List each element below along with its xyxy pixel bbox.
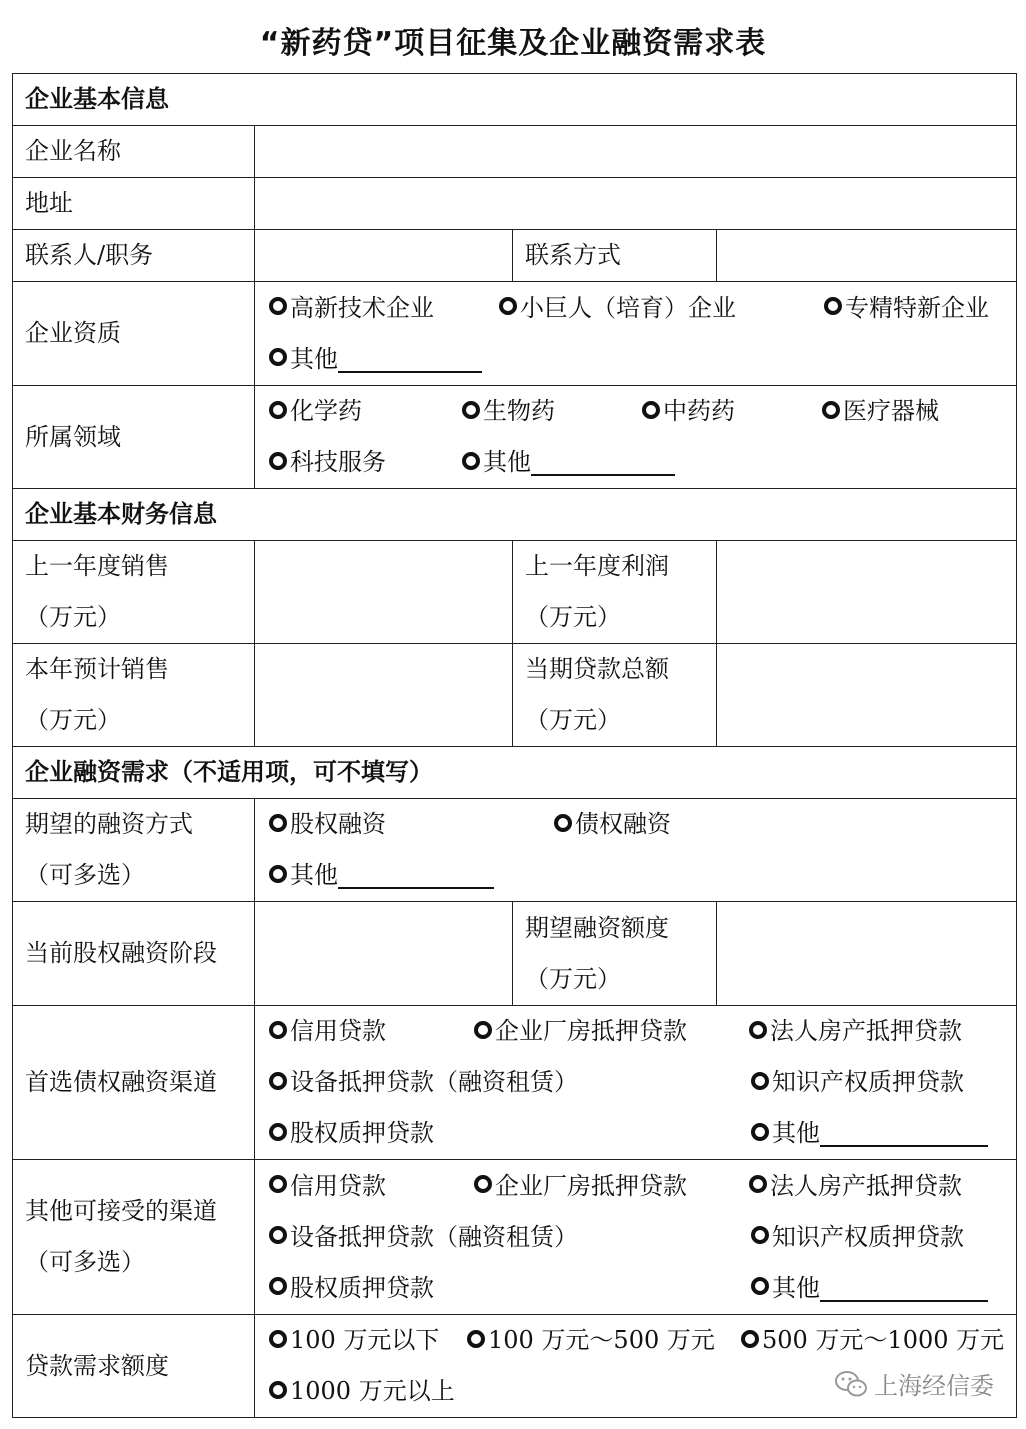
radio-icon [467, 1330, 485, 1348]
radio-icon [499, 297, 517, 315]
watermark-text: 上海经信委 [874, 1372, 994, 1400]
option-pref-plant[interactable]: 企业厂房抵押贷款 [474, 1006, 749, 1057]
label-financing-method: 期望的融资方式 （可多选） [13, 799, 255, 902]
qualification-options [255, 282, 1017, 386]
option-pref-other[interactable]: 其他 [751, 1108, 988, 1159]
label-last-year-sales: 上一年度销售 （万元） [13, 541, 255, 644]
checkbox-icon [269, 1277, 287, 1295]
field-options [255, 386, 1017, 489]
option-amount-over-1000[interactable]: 1000 万元以上 [269, 1366, 455, 1417]
radio-icon [269, 1330, 287, 1348]
radio-icon [474, 1021, 492, 1039]
option-qual-specialized[interactable]: 专精特新企业 [824, 283, 989, 334]
radio-icon [462, 401, 480, 419]
financing-form-table [12, 73, 1017, 1418]
field-other-blank[interactable] [531, 448, 675, 476]
radio-icon [269, 452, 287, 470]
qual-other-blank[interactable] [338, 345, 482, 373]
page-title: “新药贷”项目征集及企业融资需求表 [259, 26, 767, 61]
option-method-other[interactable]: 其他 [269, 850, 494, 901]
other-other-blank[interactable] [820, 1274, 988, 1302]
label-preferred-channel: 首选债权融资渠道 [13, 1006, 255, 1160]
radio-icon [751, 1072, 769, 1090]
label-other-channel: 其他可接受的渠道 （可多选） [13, 1160, 255, 1315]
option-other-credit[interactable]: 信用贷款 [269, 1161, 474, 1212]
option-other-other[interactable]: 其他 [751, 1263, 988, 1314]
checkbox-icon [751, 1226, 769, 1244]
method-other-blank[interactable] [338, 861, 494, 889]
option-other-ip[interactable]: 知识产权质押贷款 [751, 1212, 964, 1263]
label-estimated-sales: 本年预计销售 （万元） [13, 644, 255, 747]
section-financing-demand: 企业融资需求（不适用项，可不填写） [13, 747, 1017, 799]
address-field[interactable] [255, 178, 1017, 230]
other-channel-options [255, 1160, 1017, 1315]
label-financing-amount: 期望融资额度 （万元） [513, 902, 717, 1006]
wechat-icon [834, 1369, 868, 1399]
estimated-sales-field[interactable] [255, 644, 513, 747]
option-amount-under-100[interactable]: 100 万元以下 [269, 1315, 467, 1366]
option-pref-ip[interactable]: 知识产权质押贷款 [751, 1057, 964, 1108]
contact-method-field[interactable] [717, 230, 1017, 282]
label-loan-amount: 贷款需求额度 [13, 1315, 255, 1418]
preferred-channel-options [255, 1006, 1017, 1160]
checkbox-icon [474, 1175, 492, 1193]
checkbox-icon [749, 1175, 767, 1193]
option-pref-property[interactable]: 法人房产抵押贷款 [749, 1006, 962, 1057]
option-pref-credit[interactable]: 信用贷款 [269, 1006, 474, 1057]
equity-stage-field[interactable] [255, 902, 513, 1006]
label-equity-stage: 当前股权融资阶段 [13, 902, 255, 1006]
total-loans-field[interactable] [717, 644, 1017, 747]
radio-icon [269, 1072, 287, 1090]
option-amount-100-500[interactable]: 100 万元～500 万元 [467, 1315, 741, 1366]
radio-icon [269, 1123, 287, 1141]
pref-other-blank[interactable] [820, 1119, 988, 1147]
company-name-field[interactable] [255, 126, 1017, 178]
option-pref-equipment[interactable]: 设备抵押贷款（融资租赁） [269, 1057, 751, 1108]
option-field-device[interactable]: 医疗器械 [822, 386, 939, 437]
option-other-property[interactable]: 法人房产抵押贷款 [749, 1161, 962, 1212]
option-qual-hightech[interactable]: 高新技术企业 [269, 283, 499, 334]
label-contact-method: 联系方式 [513, 230, 717, 282]
contact-person-field[interactable] [255, 230, 513, 282]
section-basic-info: 企业基本信息 [13, 74, 1017, 126]
label-qualification: 企业资质 [13, 282, 255, 386]
option-other-equity-pledge[interactable]: 股权质押贷款 [269, 1263, 751, 1314]
checkbox-icon [269, 1226, 287, 1244]
option-method-debt[interactable]: 债权融资 [554, 799, 671, 850]
label-contact-person: 联系人/职务 [13, 230, 255, 282]
checkbox-icon [269, 1175, 287, 1193]
financing-method-options [255, 799, 1017, 902]
radio-icon [824, 297, 842, 315]
radio-icon [822, 401, 840, 419]
option-field-bio[interactable]: 生物药 [462, 386, 642, 437]
radio-icon [269, 297, 287, 315]
option-amount-500-1000[interactable]: 500 万元～1000 万元 [741, 1315, 1004, 1366]
checkbox-icon [554, 814, 572, 832]
watermark [834, 1366, 994, 1401]
option-qual-little-giant[interactable]: 小巨人（培育）企业 [499, 283, 824, 334]
option-field-other[interactable]: 其他 [462, 437, 675, 488]
radio-icon [269, 401, 287, 419]
label-total-loans: 当期贷款总额 （万元） [513, 644, 717, 747]
radio-icon [269, 1381, 287, 1399]
option-qual-other[interactable]: 其他 [269, 334, 482, 385]
last-year-profit-field[interactable] [717, 541, 1017, 644]
radio-icon [269, 1021, 287, 1039]
option-field-tcm[interactable]: 中药药 [642, 386, 822, 437]
section-finance-info: 企业基本财务信息 [13, 489, 1017, 541]
radio-icon [751, 1123, 769, 1141]
option-field-tech-service[interactable]: 科技服务 [269, 437, 462, 488]
label-company-name: 企业名称 [13, 126, 255, 178]
radio-icon [462, 452, 480, 470]
option-other-equipment[interactable]: 设备抵押贷款（融资租赁） [269, 1212, 751, 1263]
radio-icon [642, 401, 660, 419]
label-field: 所属领域 [13, 386, 255, 489]
option-other-plant[interactable]: 企业厂房抵押贷款 [474, 1161, 749, 1212]
last-year-sales-field[interactable] [255, 541, 513, 644]
checkbox-icon [269, 814, 287, 832]
label-last-year-profit: 上一年度利润 （万元） [513, 541, 717, 644]
label-address: 地址 [13, 178, 255, 230]
option-pref-equity-pledge[interactable]: 股权质押贷款 [269, 1108, 751, 1159]
radio-icon [741, 1330, 759, 1348]
option-field-chemical[interactable]: 化学药 [269, 386, 462, 437]
radio-icon [269, 348, 287, 366]
radio-icon [749, 1021, 767, 1039]
checkbox-icon [269, 865, 287, 883]
checkbox-icon [751, 1277, 769, 1295]
financing-amount-field[interactable] [717, 902, 1017, 1006]
option-method-equity[interactable]: 股权融资 [269, 799, 554, 850]
